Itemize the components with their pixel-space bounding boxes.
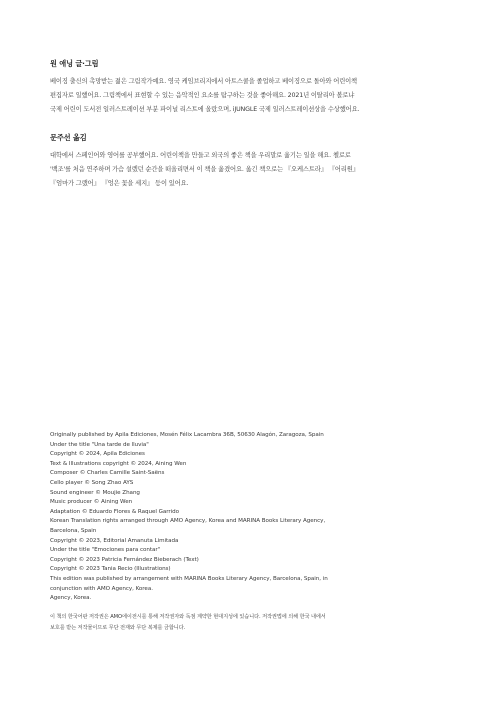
notice-line: 이 책의 한국어판 저작권은 AMO에이전시를 통해 저작권자와 독점 계약한 현대지성에 있습니다. 저작권법에 의해 한국 내에서 [50, 614, 326, 620]
author-bio [50, 75, 460, 117]
credit-line: This edition was published by arrangement with MARINA Books Literary Agency, Barcelona, Spain, in [50, 575, 328, 582]
credit-line: Copyright © 2023 Tania Recio (Illustrations) [50, 566, 171, 573]
copyright-notice [50, 612, 460, 633]
translator-bio-line: 대학에서 스페인어와 영어를 공부했어요. 어린이책을 만들고 외국의 좋은 책을 우리말로 옮기는 일을 해요. 첼로로 [50, 152, 351, 159]
credit-line: Text & Illustrations copyright © 2024, Aining Wen [50, 460, 187, 467]
copyright-credits [50, 431, 460, 604]
translator-bio-line: 『엄마가 그랬어』 『엉은 꽃을 세지』 등이 있어요. [50, 180, 189, 187]
notice-line: 보호를 받는 저작물이므로 무단 전재와 무단 복제를 금합니다. [50, 624, 186, 631]
credit-line: Originally published by Apila Ediciones, Mosén Félix Lacambra 36B, 50630 Alagón, Zaragoza, Spain [50, 432, 324, 438]
credit-line: Copyright © 2023, Editorial Amanuta Limitada [50, 537, 179, 544]
credit-line: Agency, Korea. [50, 595, 92, 602]
translator-bio [50, 149, 460, 191]
author-bio-line: 편집자로 일했어요. 그림책에서 표현할 수 있는 음악적인 요소를 탐구하는 것을 좋아해요. 2021년 이탈리아 볼로냐 [50, 92, 355, 99]
author-bio-line: 국제 어린이 도서전 일러스트레이션 부분 파이널 리스트에 올랐으며, iJUNGLE 국제 일러스트레이션상을 수상했어요. [50, 106, 360, 113]
credit-line: Barcelona, Spain [50, 527, 97, 534]
credit-line: conjunction with AMO Agency, Korea. [50, 585, 153, 592]
credit-line: Sound engineer © Moujie Zhang [50, 489, 140, 496]
credit-line: Music producer © Aining Wen [50, 499, 133, 506]
author-heading: 원 애닝 글·그림 [50, 59, 99, 68]
credit-line: Under the title "Una tarde de lluvia" [50, 441, 149, 448]
credit-line: Copyright © 2023 Patricia Fernández Bieberach (Text) [50, 556, 199, 563]
credit-line: Composer © Charles Camille Saint-Saëns [50, 470, 165, 477]
credit-line: Korean Translation rights arranged through AMO Agency, Korea and MARINA Books Literary Agency, [50, 518, 326, 525]
credit-line: Cello player © Song Zhao AYS [50, 479, 134, 486]
translator-bio-line: '백조'를 처음 연주하며 가슴 설렜던 순간을 떠올리면서 이 책을 옮겼어요. 옮긴 책으로는 『오케스트라』 『어리원』 [50, 166, 359, 173]
credit-line: Copyright © 2024, Apila Ediciones [50, 451, 145, 458]
author-bio-line: 베이징 출신의 촉망받는 젊은 그림작가예요. 영국 케임브리지에서 아트스쿨을 졸업하고 베이징으로 돌아와 어린이책 [50, 78, 357, 85]
credit-line: Under the title "Emociones para contar" [50, 547, 161, 554]
credit-line: Adaptation © Eduardo Flores & Raquel Garrido [50, 508, 180, 515]
translator-heading: 문주선 옮김 [50, 133, 87, 142]
